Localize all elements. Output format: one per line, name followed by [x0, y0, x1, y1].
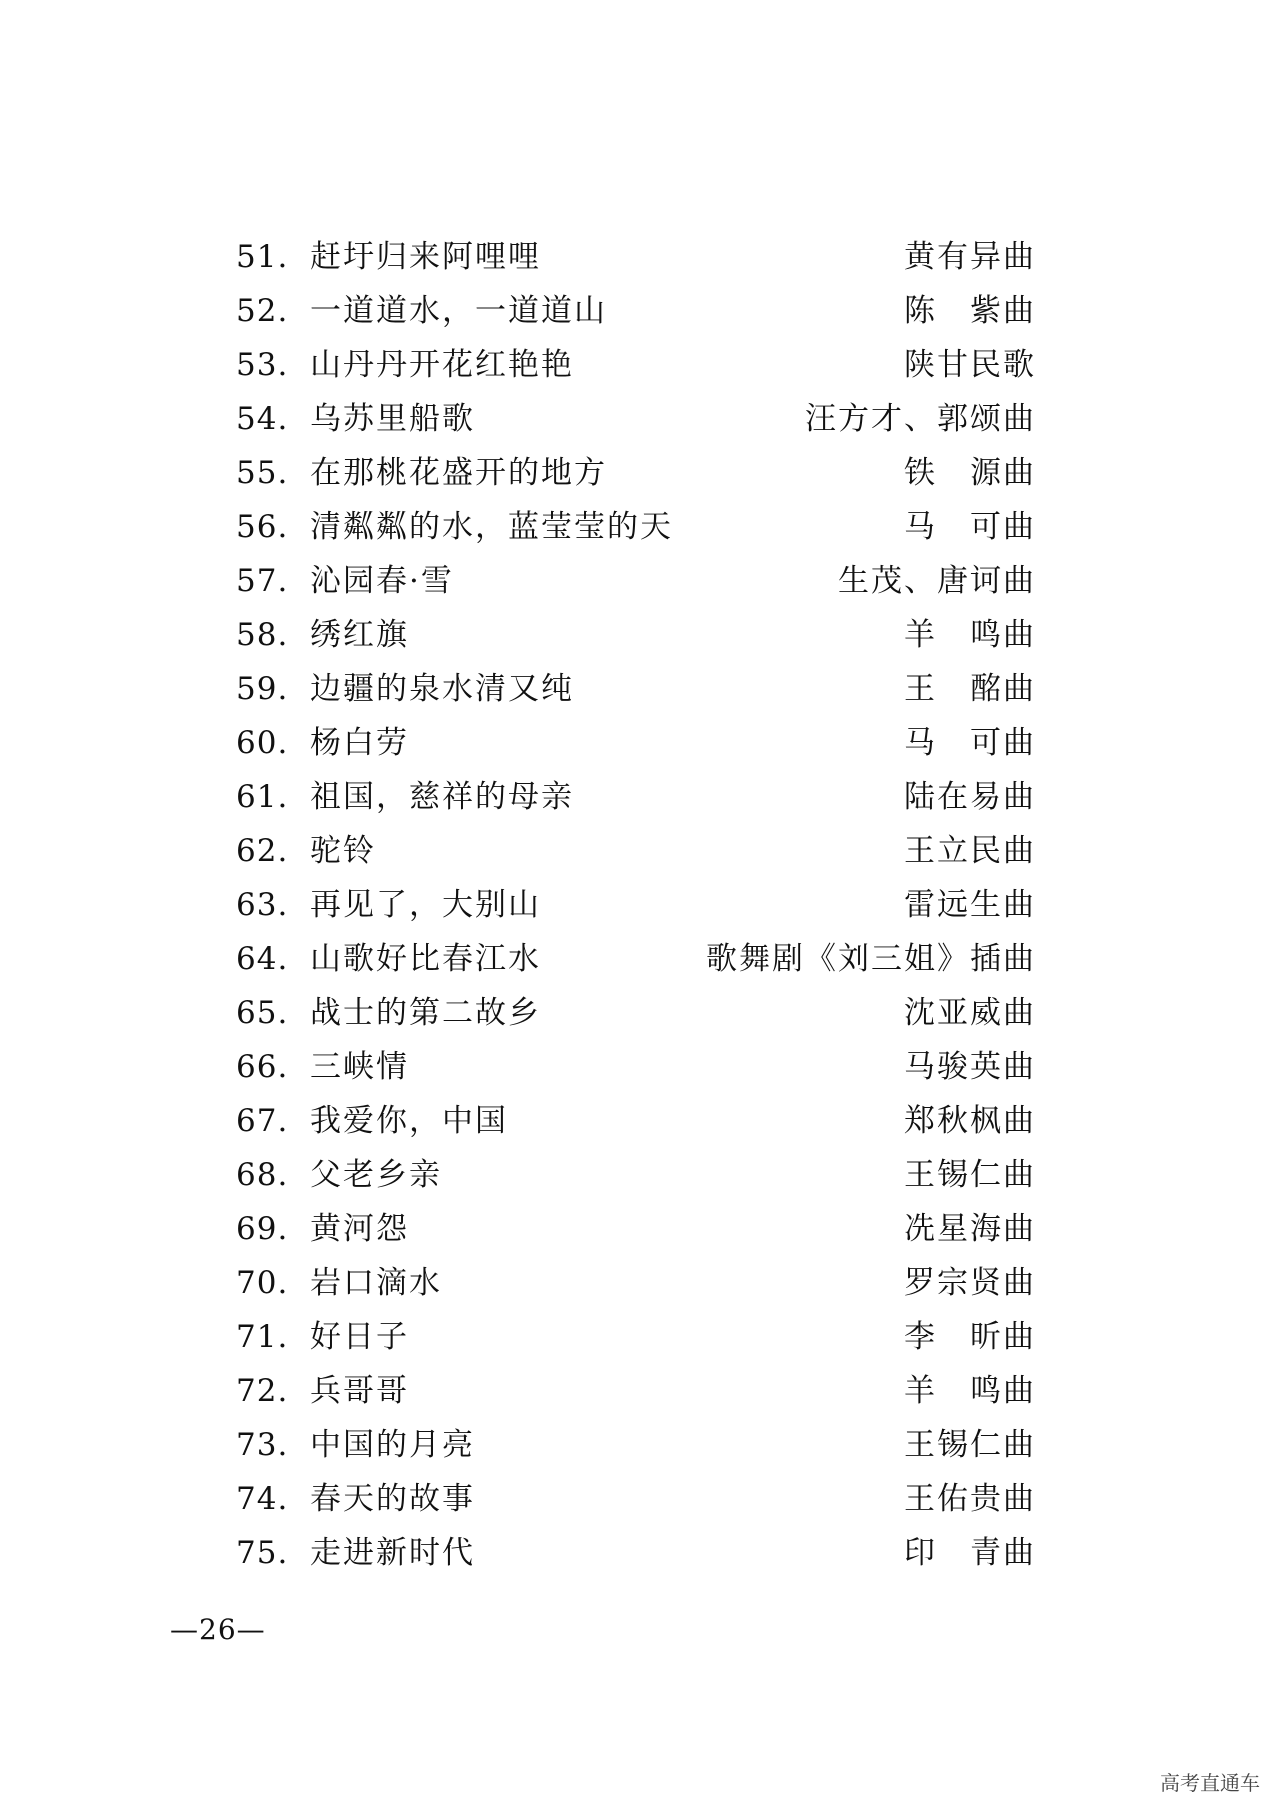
song-title: 黄河怨	[310, 1211, 409, 1247]
song-number: 64.	[236, 941, 289, 977]
song-title: 我爱你，中国	[310, 1103, 508, 1139]
song-number: 72.	[236, 1373, 289, 1409]
song-composer: 王锡仁曲	[904, 1427, 1036, 1463]
song-composer: 沈亚威曲	[904, 995, 1036, 1031]
song-row	[236, 1472, 1036, 1526]
song-row	[236, 1256, 1036, 1310]
song-title: 在那桃花盛开的地方	[310, 455, 607, 491]
song-number: 66.	[236, 1049, 289, 1085]
song-title: 春天的故事	[310, 1481, 475, 1517]
page-number: —26—	[170, 1613, 266, 1646]
song-title: 边疆的泉水清又纯	[310, 671, 574, 707]
song-row	[236, 392, 1036, 446]
song-title: 乌苏里船歌	[310, 401, 475, 437]
song-row	[236, 554, 1036, 608]
song-number: 62.	[236, 833, 289, 869]
song-row	[236, 716, 1036, 770]
song-row	[236, 662, 1036, 716]
song-number: 61.	[236, 779, 289, 815]
song-number: 67.	[236, 1103, 289, 1139]
song-title: 走进新时代	[310, 1535, 475, 1571]
song-number: 74.	[236, 1481, 289, 1517]
song-number: 60.	[236, 725, 289, 761]
song-row	[236, 878, 1036, 932]
song-row	[236, 284, 1036, 338]
song-row	[236, 500, 1036, 554]
song-row	[236, 230, 1036, 284]
song-title: 赶圩归来阿哩哩	[310, 239, 541, 275]
song-title: 沁园春·雪	[310, 563, 454, 599]
song-composer: 印 青曲	[904, 1535, 1036, 1571]
song-composer: 黄有异曲	[904, 239, 1036, 275]
song-number: 51.	[236, 239, 289, 275]
song-row	[236, 932, 1036, 986]
song-composer: 陆在易曲	[904, 779, 1036, 815]
song-row	[236, 770, 1036, 824]
song-composer: 铁 源曲	[904, 455, 1036, 491]
song-title: 山丹丹开花红艳艳	[310, 347, 574, 383]
song-row	[236, 338, 1036, 392]
song-composer: 歌舞剧《刘三姐》插曲	[706, 941, 1036, 977]
song-composer: 王佑贵曲	[904, 1481, 1036, 1517]
song-row	[236, 986, 1036, 1040]
song-number: 54.	[236, 401, 289, 437]
song-composer: 王 酩曲	[904, 671, 1036, 707]
song-title: 战士的第二故乡	[310, 995, 541, 1031]
song-composer: 冼星海曲	[904, 1211, 1036, 1247]
song-row	[236, 824, 1036, 878]
song-row	[236, 446, 1036, 500]
song-composer: 李 昕曲	[904, 1319, 1036, 1355]
song-row	[236, 1040, 1036, 1094]
song-row	[236, 1526, 1036, 1580]
song-number: 53.	[236, 347, 289, 383]
song-title: 绣红旗	[310, 617, 409, 653]
song-composer: 马 可曲	[904, 509, 1036, 545]
song-composer: 马 可曲	[904, 725, 1036, 761]
song-number: 65.	[236, 995, 289, 1031]
song-title: 杨白劳	[310, 725, 409, 761]
song-title: 父老乡亲	[310, 1157, 442, 1193]
song-composer: 陕甘民歌	[904, 347, 1036, 383]
song-composer: 王立民曲	[904, 833, 1036, 869]
song-row	[236, 608, 1036, 662]
song-composer: 羊 鸣曲	[904, 1373, 1036, 1409]
song-row	[236, 1202, 1036, 1256]
song-number: 63.	[236, 887, 289, 923]
song-composer: 汪方才、郭颂曲	[805, 401, 1036, 437]
song-number: 55.	[236, 455, 289, 491]
song-number: 69.	[236, 1211, 289, 1247]
song-row	[236, 1094, 1036, 1148]
song-row	[236, 1418, 1036, 1472]
song-composer: 生茂、唐诃曲	[838, 563, 1036, 599]
song-number: 57.	[236, 563, 289, 599]
song-composer: 王锡仁曲	[904, 1157, 1036, 1193]
song-number: 75.	[236, 1535, 289, 1571]
song-title: 一道道水，一道道山	[310, 293, 607, 329]
song-title: 驼铃	[310, 833, 376, 869]
song-composer: 雷远生曲	[904, 887, 1036, 923]
song-composer: 郑秋枫曲	[904, 1103, 1036, 1139]
song-title: 兵哥哥	[310, 1373, 409, 1409]
song-list	[236, 230, 1036, 1580]
song-title: 祖国，慈祥的母亲	[310, 779, 574, 815]
song-title: 中国的月亮	[310, 1427, 475, 1463]
song-number: 52.	[236, 293, 289, 329]
song-title: 清粼粼的水，蓝莹莹的天	[310, 509, 673, 545]
song-number: 71.	[236, 1319, 289, 1355]
song-number: 59.	[236, 671, 289, 707]
song-number: 58.	[236, 617, 289, 653]
watermark: 高考直通车	[1160, 1771, 1260, 1795]
song-number: 70.	[236, 1265, 289, 1301]
song-composer: 马骏英曲	[904, 1049, 1036, 1085]
song-composer: 羊 鸣曲	[904, 617, 1036, 653]
song-row	[236, 1364, 1036, 1418]
song-composer: 罗宗贤曲	[904, 1265, 1036, 1301]
song-number: 68.	[236, 1157, 289, 1193]
song-title: 再见了，大别山	[310, 887, 541, 923]
song-title: 好日子	[310, 1319, 409, 1355]
song-number: 56.	[236, 509, 289, 545]
song-composer: 陈 紫曲	[904, 293, 1036, 329]
song-title: 岩口滴水	[310, 1265, 442, 1301]
song-title: 三峡情	[310, 1049, 409, 1085]
song-row	[236, 1310, 1036, 1364]
song-number: 73.	[236, 1427, 289, 1463]
song-title: 山歌好比春江水	[310, 941, 541, 977]
song-row	[236, 1148, 1036, 1202]
